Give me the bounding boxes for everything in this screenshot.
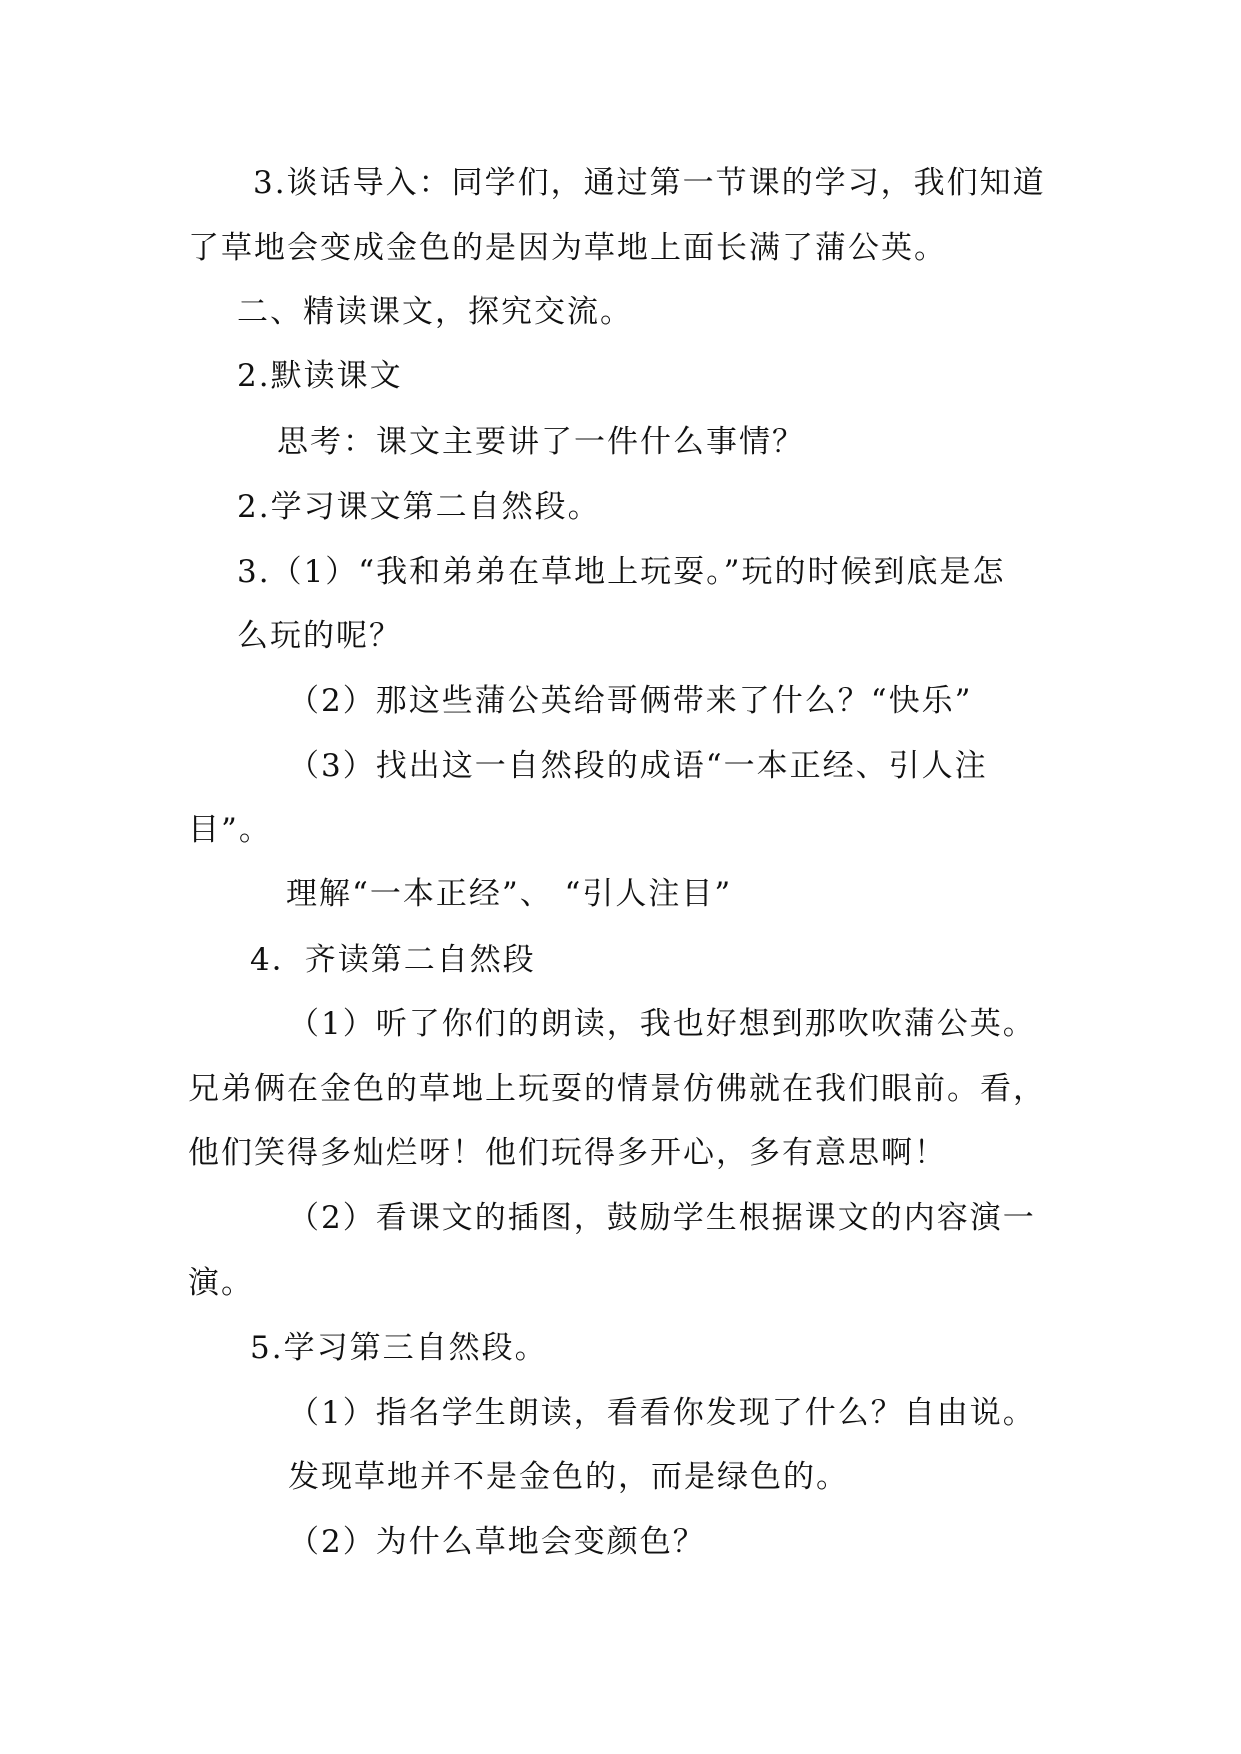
- text-line: 他们笑得多灿烂呀！他们玩得多开心，多有意思啊！: [188, 1135, 947, 1171]
- text-line: 理解“一本正经”、 “引人注目”: [286, 876, 733, 912]
- section-heading: 二、精读课文，探究交流。: [237, 294, 633, 330]
- text-line: （1）指名学生朗读，看看你发现了什么？自由说。: [288, 1395, 1036, 1431]
- text-line: 发现草地并不是金色的，而是绿色的。: [288, 1459, 849, 1495]
- text-line: （2）看课文的插图，鼓励学生根据课文的内容演一: [288, 1200, 1036, 1236]
- text-line: 4．齐读第二自然段: [250, 942, 536, 978]
- text-line: （2）为什么草地会变颜色？: [288, 1524, 706, 1560]
- text-line: 兄弟俩在金色的草地上玩耍的情景仿佛就在我们眼前。看，: [188, 1071, 1046, 1107]
- text-line: （3）找出这一自然段的成语“一本正经、引人注: [288, 748, 988, 784]
- text-line: 2.学习课文第二自然段。: [237, 489, 601, 525]
- text-line: （2）那这些蒲公英给哥俩带来了什么？“快乐”: [288, 683, 973, 719]
- text-line: 目”。: [188, 812, 272, 848]
- text-line: （1）听了你们的朗读，我也好想到那吹吹蒲公英。: [288, 1006, 1036, 1042]
- text-line: 了草地会变成金色的是因为草地上面长满了蒲公英。: [188, 230, 947, 266]
- text-line: 3.谈话导入：同学们，通过第一节课的学习，我们知道: [253, 165, 1046, 201]
- text-line: 么玩的呢？: [237, 618, 402, 654]
- text-line: 演。: [188, 1265, 254, 1301]
- text-line: 思考：课文主要讲了一件什么事情？: [277, 424, 805, 460]
- text-line: 3.（1）“我和弟弟在草地上玩耍。”玩的时候到底是怎: [237, 554, 1006, 590]
- text-line: 2.默读课文: [237, 358, 403, 394]
- text-line: 5.学习第三自然段。: [250, 1330, 548, 1366]
